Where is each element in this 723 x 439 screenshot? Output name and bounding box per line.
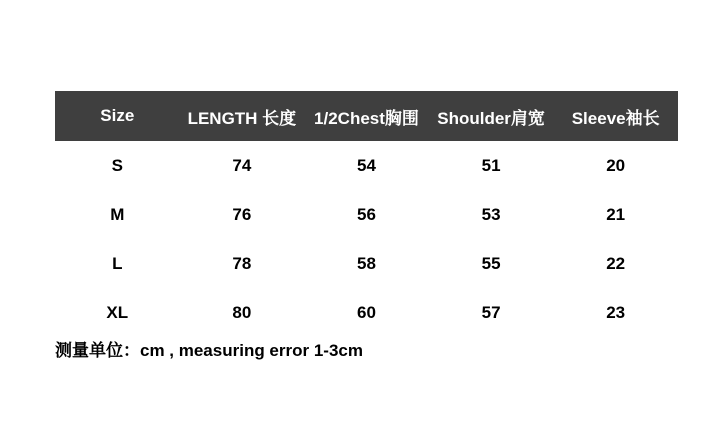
cell-length: 76 — [232, 204, 252, 224]
cell-chest: 54 — [357, 155, 376, 175]
cell-size: L — [112, 253, 123, 273]
cell-shoulder: 53 — [481, 204, 501, 224]
cell-chest: 58 — [357, 253, 376, 273]
cell-sleeve: 22 — [606, 253, 626, 273]
cell-size: XL — [106, 302, 129, 322]
cell-sleeve: 23 — [606, 302, 626, 322]
table-row-s — [55, 141, 678, 190]
cell-chest: 56 — [357, 204, 376, 224]
header-cell-shoulder: Shoulder肩宽 — [437, 108, 545, 128]
header-cell-sleeve: Sleeve袖长 — [571, 108, 660, 128]
cell-shoulder: 57 — [481, 302, 501, 322]
cell-shoulder: 55 — [481, 253, 501, 273]
cell-size: M — [110, 204, 125, 224]
header-cell-size: Size — [100, 106, 135, 125]
table-row-l — [55, 239, 678, 288]
table-header-row — [55, 91, 678, 141]
header-cell-length: LENGTH 长度 — [187, 108, 297, 128]
cell-size: S — [111, 155, 123, 175]
table-row-m — [55, 190, 678, 239]
cell-length: 78 — [232, 253, 252, 273]
table-row-xl — [55, 288, 678, 337]
cell-chest: 60 — [357, 302, 376, 322]
cell-shoulder: 51 — [481, 155, 501, 175]
cell-sleeve: 20 — [606, 155, 626, 175]
header-cell-chest: 1/2Chest胸围 — [314, 108, 419, 128]
cell-length: 80 — [232, 302, 252, 322]
cell-length: 74 — [232, 155, 252, 175]
size-chart-table — [55, 91, 678, 337]
measurement-unit-note: 测量单位：cm , measuring error 1-3cm — [55, 341, 363, 360]
cell-sleeve: 21 — [606, 204, 626, 224]
